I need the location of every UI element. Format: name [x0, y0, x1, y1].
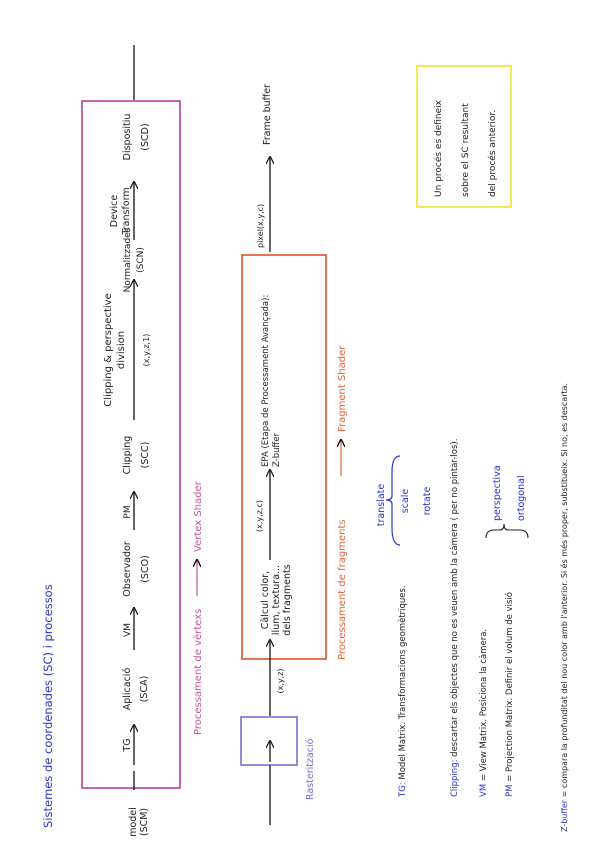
xyzc-label: (x,y,z,c)	[255, 500, 264, 532]
epa-line-2: Z-buffer	[272, 432, 282, 467]
step-dispositiu-sc: (SCD)	[140, 123, 151, 151]
device-transform-label-2: Transform	[121, 187, 132, 235]
epa-line-1: EPA (Etapa de Processament Avançada):	[261, 294, 271, 467]
step-model-label: model	[128, 807, 139, 837]
rasterization-label: Rasterització	[305, 738, 316, 800]
pixel-label: pixel(x,y,c)	[256, 203, 265, 248]
zbuffer-definition	[559, 383, 569, 832]
step-clipping-label: Clipping	[122, 435, 133, 475]
fragment-caption-text: Processament de fragments	[337, 519, 348, 660]
diagram-title: Sistemes de coordenades (SC) i processos	[41, 584, 55, 828]
fragment-caption-target: Fragment Shader	[337, 345, 348, 432]
highlight-term: PM	[505, 784, 515, 797]
tg-item-translate: translate	[376, 483, 387, 527]
pm-brace	[486, 524, 528, 538]
definition-rest: Model Matrix. Transformacions geomètriques.	[398, 585, 408, 783]
note-line-1: Un procés es defineix	[434, 100, 444, 197]
pm-item-perspectiva: perspectiva	[492, 465, 503, 521]
pm-label: PM	[123, 505, 133, 519]
step-clipping-sc: (SCC)	[140, 441, 151, 469]
tg-label: TG	[122, 738, 133, 752]
definition-rest: = compara la profunditat del nou color amb l'anterior. Si és més proper, substitueix. Si no, es descarta.	[560, 382, 569, 800]
highlight-term: VM	[479, 783, 489, 797]
device-transform-label-1: Device	[109, 194, 120, 228]
definition-rest: descartar els objectes que no es veuen amb la càmera ( per no pintar-los).	[450, 438, 460, 760]
tg-item-rotate: rotate	[422, 486, 433, 516]
step-normalitzades-sc: (SCN)	[136, 247, 146, 273]
clip-persp-label-1: Clipping & perspective	[103, 293, 114, 407]
highlight-term: Z-buffer	[560, 799, 569, 832]
vm-label: VM	[123, 623, 133, 637]
clipping-definition	[450, 439, 460, 797]
definition-rest: = Projection Matrix. Definir el volum de visió	[505, 592, 515, 785]
calcul-line-1: Càlcul color,	[260, 570, 271, 630]
definition-rest: = View Matrix. Posiciona la càmera.	[479, 628, 489, 784]
clip-persp-label-2: division	[116, 330, 127, 370]
step-aplicacio-sc: (SCA)	[139, 675, 150, 703]
calcul-line-3: dels fragments	[282, 564, 293, 636]
calcul-line-2: llum, textura...	[271, 564, 282, 636]
note-line-2: sobre el SC resultant	[461, 103, 471, 197]
zbuffer-definition-text	[559, 383, 569, 832]
fragment-caption	[337, 345, 348, 660]
tg-item-scale: scale	[400, 488, 411, 514]
vertex-caption-text: Processament de vèrtexs	[193, 608, 204, 735]
clip-persp-coords: (x,y,z,1)	[142, 333, 151, 367]
tg-definition	[397, 585, 408, 798]
pm-definition	[504, 592, 515, 797]
frame-buffer-label: Frame buffer	[262, 84, 273, 145]
tg-brace	[386, 456, 400, 545]
highlight-term: Clipping:	[450, 759, 460, 797]
step-dispositiu-label: Dispositiu	[122, 113, 133, 161]
vertex-caption	[192, 480, 204, 735]
step-observador-sc: (SCO)	[140, 555, 151, 583]
rasterization-box	[241, 717, 297, 765]
xyz-label: (x,y,z)	[276, 668, 285, 694]
pm-item-ortogonal: ortogonal	[516, 475, 527, 521]
step-aplicacio-label: Aplicació	[122, 667, 133, 711]
step-observador-label: Observador	[122, 541, 133, 597]
vm-definition	[479, 629, 489, 797]
note-line-3: del procés anterior.	[488, 109, 498, 197]
highlight-term: TG:	[398, 782, 408, 797]
step-normalitzades-label: Normalitzades	[123, 227, 133, 293]
step-model-sc: (SCM)	[139, 807, 150, 837]
vertex-caption-target: Vertex Shader	[193, 481, 204, 552]
